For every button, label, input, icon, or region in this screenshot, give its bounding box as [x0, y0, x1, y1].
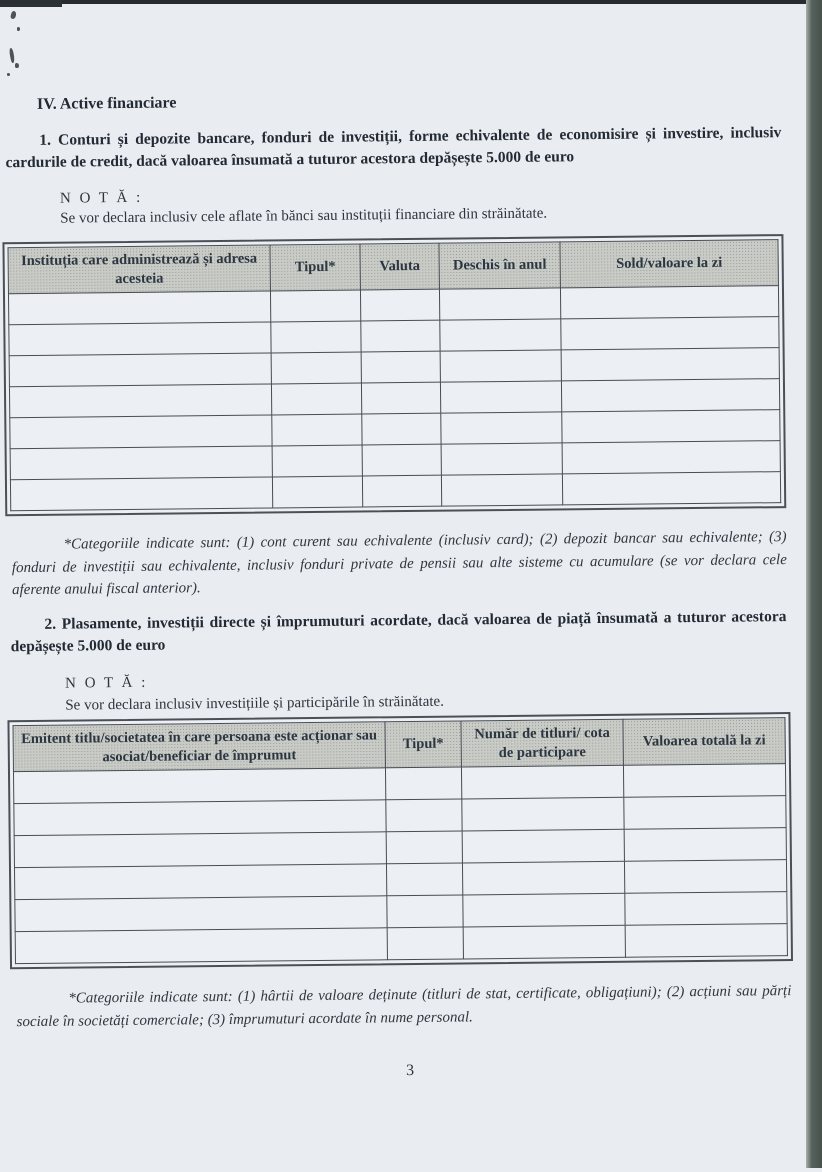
table-cell-empty [15, 896, 387, 932]
header-row [13, 718, 785, 772]
scan-edge-right [806, 0, 822, 1168]
table-row [15, 924, 787, 964]
table-cell-empty [10, 477, 272, 511]
table-cell-empty [624, 860, 786, 894]
table-cell-empty [362, 444, 441, 476]
scan-edge-top-left [0, 0, 62, 7]
table-cell-empty [623, 764, 785, 798]
column-header: Tipul* [385, 721, 461, 768]
column-header: Deschis în anul [439, 242, 560, 289]
table-cell-empty [463, 925, 625, 959]
investments-grid [12, 717, 787, 964]
table-cell-empty [625, 924, 787, 958]
table-cell-empty [461, 765, 623, 799]
table-cell-empty [9, 353, 271, 387]
table-cell-empty [385, 767, 461, 800]
table-cell-empty [271, 352, 361, 384]
table-cell-empty [362, 475, 441, 507]
table-cell-empty [361, 382, 440, 414]
investments-table [7, 712, 793, 969]
table-cell-empty [462, 797, 624, 831]
table-cell-empty [9, 384, 271, 418]
table-cell-empty [15, 928, 387, 964]
column-header: Emitent titlu/societatea în care persoana este acționar sau asociat/beneficiar de împrumut [13, 722, 385, 772]
table-cell-empty [441, 474, 562, 506]
table-cell-empty [562, 410, 780, 443]
table-cell-empty [361, 351, 440, 383]
section-title: IV. Active financiare [36, 94, 177, 113]
header-row [8, 240, 778, 294]
table-cell-empty [562, 441, 780, 474]
table-cell-empty [14, 800, 386, 836]
table-cell-empty [386, 831, 462, 864]
scan-smudge [15, 63, 19, 68]
table-cell-empty [439, 288, 560, 320]
table-cell-empty [386, 799, 462, 832]
column-header: Sold/valoare la zi [560, 240, 778, 288]
column-header: Număr de titluri/ cota de participare [461, 719, 623, 767]
column-header: Instituția care administrează și adresa acesteia [8, 245, 270, 294]
table-cell-empty [387, 927, 463, 960]
scan-edge-top [0, 0, 822, 4]
table-row [10, 472, 780, 511]
table-cell-empty [462, 829, 624, 863]
table-cell-empty [362, 413, 441, 445]
table-cell-empty [270, 290, 360, 322]
column-header: Valuta [360, 243, 439, 290]
column-header: Tipul* [270, 244, 360, 291]
table-cell-empty [387, 895, 463, 928]
item2-note-label: N O T Ă : [64, 674, 148, 692]
scan-smudge [7, 73, 10, 76]
table-cell-empty [272, 476, 362, 508]
table-cell-empty [625, 892, 787, 926]
bank-accounts-grid [7, 239, 781, 511]
table-cell-empty [560, 286, 778, 319]
table-cell-empty [271, 383, 361, 415]
table-cell-empty [440, 381, 561, 413]
item1-footnote: *Categoriile indicate sunt: (1) cont curent sau echivalente (inclusiv card); (2) depozit bancar sau echivalente; (3) fonduri de investiții sau echivalente, inclusiv fonduri private de pensii sau alte sisteme cu acumulare (se vor declara cele aferente anului fiscal anterior). [11, 529, 787, 599]
scan-smudge [17, 27, 20, 31]
table-cell-empty [272, 445, 362, 477]
table-cell-empty [624, 828, 786, 862]
table-cell-empty [14, 832, 386, 868]
table-cell-empty [271, 321, 361, 353]
page-number: 3 [406, 1061, 415, 1080]
item2-note-text: Se vor declara inclusiv investițiile și participările în străinătate. [65, 693, 445, 714]
table-cell-empty [386, 863, 462, 896]
column-header: Valoarea totală la zi [623, 718, 785, 766]
item2-footnote: *Categoriile indicate sunt: (1) hârtii de valoare deținute (titluri de stat, certificate, obligațiuni); (2) acțiuni sau părți sociale în societăți comerciale; (3) împrumuturi acordate în nume personal. [16, 983, 792, 1030]
item1-note-text: Se vor declara inclusiv cele aflate în bănci sau instituții financiare din străinătate. [60, 205, 548, 227]
item2-heading: 2. Plasamente, investiții directe și împrumuturi acordate, dacă valoarea de piață însumată a tuturor acestora depășește 5.000 de euro [10, 608, 787, 656]
table-cell-empty [562, 472, 780, 505]
table-cell-empty [463, 893, 625, 927]
table-cell-empty [13, 768, 385, 804]
table-cell-empty [360, 289, 439, 321]
table-cell-empty [361, 320, 440, 352]
table-cell-empty [624, 796, 786, 830]
table-cell-empty [10, 446, 272, 480]
table-cell-empty [462, 861, 624, 895]
table-cell-empty [440, 319, 561, 351]
table-cell-empty [441, 443, 562, 475]
table-cell-empty [9, 322, 271, 356]
table-cell-empty [8, 291, 270, 325]
table-cell-empty [10, 415, 272, 449]
table-cell-empty [561, 379, 779, 412]
item1-note-label: N O T Ă : [59, 189, 143, 207]
table-cell-empty [561, 317, 779, 350]
table-cell-empty [14, 864, 386, 900]
table-cell-empty [561, 348, 779, 381]
table-cell-empty [441, 412, 562, 444]
item1-heading: 1. Conturi și depozite bancare, fonduri de investiții, forme echivalente de economisire și investire, inclusiv cardurile de credit, dacă valoarea însumată a tuturor acestora depășește 5.000 de euro [5, 124, 782, 172]
table-cell-empty [272, 414, 362, 446]
bank-accounts-table [2, 234, 786, 516]
table-cell-empty [440, 350, 561, 382]
